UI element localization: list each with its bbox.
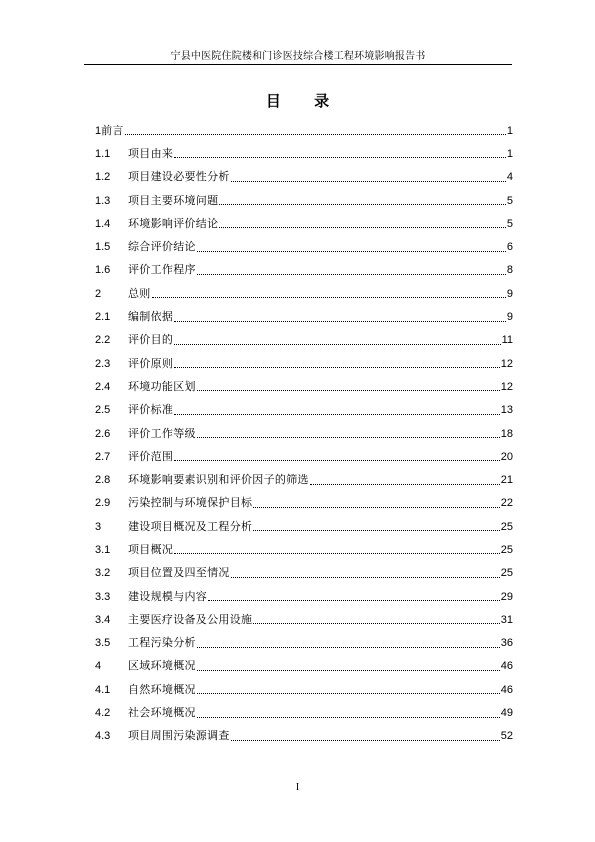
toc-entry-number: 1.2 [95,171,111,184]
toc-entry-page: 20 [500,450,513,463]
toc-dot-leader [174,357,500,368]
toc-dot-leader [253,497,499,508]
toc-dot-leader [174,450,500,461]
toc-entry-title: 前言 [101,123,124,137]
toc-entry-number: 2.1 [95,311,111,324]
toc-entry-title: 项目建设必要性分析 [128,170,230,184]
toc-entry-title: 自然环境概况 [128,682,196,696]
toc-dot-leader [253,520,499,531]
toc-entry-title: 项目位置及四至情况 [128,566,230,580]
toc-entry-page: 29 [500,590,513,603]
toc-entry[interactable] [95,235,513,258]
toc-entry-title: 工程污染分析 [128,636,196,650]
toc-entry[interactable] [95,352,513,375]
toc-entry-title: 环境影响要素识别和评价因子的筛选 [128,473,309,487]
toc-entry-number: 3.1 [95,543,111,556]
toc-entry-page: 25 [500,567,513,580]
toc-entry[interactable] [95,282,513,305]
toc-dot-leader [174,404,500,415]
toc-entry-title: 评价工作程序 [128,263,196,277]
toc-dot-leader [310,474,500,485]
toc-entry-number: 3.4 [95,613,111,626]
toc-title: 目 录 [265,92,344,110]
toc-entry-page: 52 [500,730,513,743]
toc-entry-title: 社会环境概况 [128,706,196,720]
toc-dot-leader [174,311,506,322]
toc-dot-leader [197,427,500,438]
toc-entry-page: 49 [500,707,513,720]
toc-entry-title: 项目概况 [128,542,174,556]
toc-entry-number: 2.3 [95,357,111,370]
running-header: 宁县中医院住院楼和门诊医技综合楼工程环境影响报告书 [170,51,426,62]
toc-entry-number: 2.9 [95,497,111,510]
toc-entry-page: 12 [500,357,513,370]
toc-entry-number: 3.5 [95,637,111,650]
toc-entry-title: 评价原则 [128,356,174,370]
toc-entry-title: 评价工作等级 [128,426,196,440]
toc-dot-leader [125,124,506,135]
toc-entry-title: 项目由来 [128,146,174,160]
toc-entry-number: 2.8 [95,474,111,487]
toc-dot-leader [197,683,500,694]
toc-entry-page: 21 [500,474,513,487]
toc-entry[interactable] [95,445,513,468]
header-rule [84,64,512,65]
toc-entry-number: 2 [95,287,102,300]
table-of-contents [95,119,513,748]
toc-entry-page: 13 [500,404,513,417]
toc-entry-page: 5 [506,194,513,207]
toc-dot-leader [197,264,506,275]
toc-dot-leader [197,707,500,718]
toc-entry-number: 2.2 [95,334,111,347]
toc-entry-number: 2.4 [95,380,111,393]
toc-entry[interactable] [95,212,513,235]
toc-entry-title: 建设规模与内容 [128,589,208,603]
toc-entry[interactable] [95,562,513,585]
toc-entry-number: 3.3 [95,590,111,603]
toc-entry[interactable] [95,608,513,631]
toc-entry[interactable] [95,329,513,352]
toc-entry[interactable] [95,119,513,142]
toc-dot-leader [152,287,506,298]
toc-entry-title: 环境功能区划 [128,379,196,393]
toc-entry-title: 总则 [128,286,151,300]
toc-entry-number: 1.6 [95,264,111,277]
toc-entry-page: 46 [500,683,513,696]
toc-dot-leader [174,147,506,158]
toc-entry-number: 2.5 [95,404,111,417]
toc-dot-leader [231,730,500,741]
toc-entry-title: 综合评价结论 [128,240,196,254]
toc-entry-title: 项目主要环境问题 [128,193,219,207]
toc-entry[interactable] [95,166,513,189]
toc-entry[interactable] [95,259,513,282]
toc-entry-number: 1.3 [95,194,111,207]
toc-entry[interactable] [95,399,513,422]
toc-entry[interactable] [95,725,513,748]
toc-entry[interactable] [95,538,513,561]
toc-entry-number: 4.3 [95,730,111,743]
toc-entry-page: 25 [500,543,513,556]
toc-entry-number: 1.4 [95,217,111,230]
toc-entry[interactable] [95,701,513,724]
toc-entry-page: 5 [506,217,513,230]
toc-entry[interactable] [95,305,513,328]
toc-entry-page: 6 [506,241,513,254]
toc-entry-page: 46 [500,660,513,673]
toc-entry[interactable] [95,678,513,701]
toc-entry-title: 评价标准 [128,403,174,417]
toc-entry-title: 编制依据 [128,310,174,324]
toc-entry-number: 1 [95,124,102,137]
toc-dot-leader [197,380,500,391]
toc-entry-page: 4 [506,171,513,184]
toc-entry[interactable] [95,189,513,212]
toc-entry-page: 9 [506,287,513,300]
toc-entry-page: 25 [500,520,513,533]
toc-entry-number: 3.2 [95,567,111,580]
toc-entry-title: 区域环境概况 [128,659,196,673]
toc-entry-page: 18 [500,427,513,440]
toc-entry-number: 4.2 [95,707,111,720]
toc-entry-page: 36 [500,637,513,650]
toc-entry-title: 建设项目概况及工程分析 [128,519,253,533]
toc-entry-number: 3 [95,520,102,533]
toc-entry-number: 2.6 [95,427,111,440]
toc-entry[interactable] [95,585,513,608]
toc-dot-leader [197,241,506,252]
toc-entry-title: 主要医疗设备及公用设施 [128,612,253,626]
toc-entry[interactable] [95,142,513,165]
toc-entry[interactable] [95,375,513,398]
toc-entry-number: 1.1 [95,147,111,160]
toc-entry[interactable] [95,655,513,678]
toc-entry-page: 9 [506,311,513,324]
toc-dot-leader [208,590,500,601]
toc-entry-page: 22 [500,497,513,510]
toc-entry[interactable] [95,492,513,515]
toc-dot-leader [231,567,500,578]
toc-entry[interactable] [95,515,513,538]
toc-entry-number: 4 [95,660,102,673]
toc-dot-leader [253,613,499,624]
toc-entry-title: 环境影响评价结论 [128,216,219,230]
toc-entry[interactable] [95,468,513,491]
toc-entry-title: 污染控制与环境保护目标 [128,496,253,510]
toc-entry-page: 11 [501,334,513,347]
toc-dot-leader [197,637,500,648]
toc-entry[interactable] [95,632,513,655]
toc-dot-leader [174,543,500,554]
toc-entry-page: 31 [500,613,513,626]
toc-entry-number: 4.1 [95,683,111,696]
toc-entry-page: 1 [506,124,513,137]
toc-entry-number: 2.7 [95,450,111,463]
toc-entry[interactable] [95,422,513,445]
toc-dot-leader [174,334,500,345]
toc-entry-number: 1.5 [95,241,111,254]
toc-entry-page: 1 [506,147,513,160]
toc-entry-title: 评价目的 [128,333,174,347]
toc-dot-leader [197,660,500,671]
toc-entry-title: 评价范围 [128,449,174,463]
toc-dot-leader [219,217,505,228]
toc-entry-title: 项目周围污染源调查 [128,729,230,743]
toc-dot-leader [219,194,505,205]
toc-entry-page: 8 [506,264,513,277]
page-number: I [295,782,300,793]
toc-dot-leader [231,171,506,182]
toc-entry-page: 12 [500,380,513,393]
